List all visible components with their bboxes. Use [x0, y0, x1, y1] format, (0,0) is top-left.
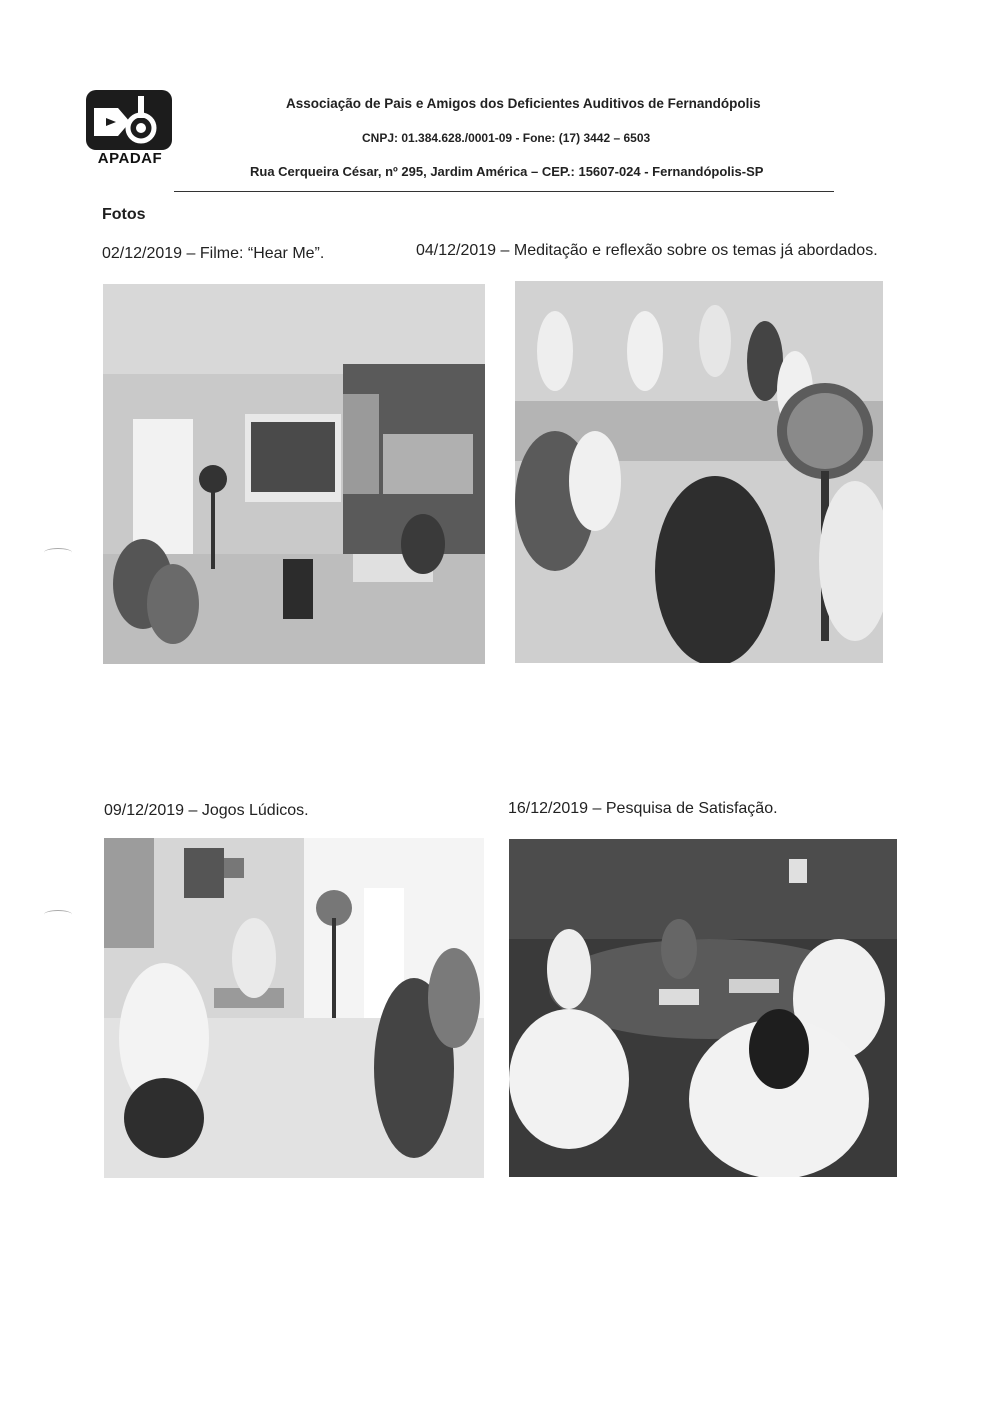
photo-caption-2: 04/12/2019 – Meditação e reflexão sobre os temas já abordados.	[416, 242, 878, 259]
cnpj-phone: CNPJ: 01.384.628./0001-09 - Fone: (17) 3442 – 6503	[362, 131, 651, 145]
photo-caption-4: 16/12/2019 – Pesquisa de Satisfação.	[508, 800, 778, 817]
header-divider	[174, 191, 834, 192]
photo-satisfaction-survey	[509, 839, 897, 1177]
organization-name: Associação de Pais e Amigos dos Deficientes Auditivos de Fernandópolis	[286, 96, 761, 111]
photo-meditation	[515, 281, 883, 663]
scan-artifact	[44, 548, 72, 557]
photo-caption-3: 09/12/2019 – Jogos Lúdicos.	[104, 802, 309, 819]
photo-caption-1: 02/12/2019 – Filme: “Hear Me”.	[102, 245, 325, 262]
photo-playful-games	[104, 838, 484, 1178]
address: Rua Cerqueira César, nº 295, Jardim América – CEP.: 15607-024 - Fernandópolis-SP	[250, 164, 764, 179]
scan-artifact	[44, 910, 72, 919]
logo-wordmark: APADAF	[97, 150, 163, 167]
photo-movie-session	[103, 284, 485, 664]
section-title: Fotos	[102, 206, 146, 223]
